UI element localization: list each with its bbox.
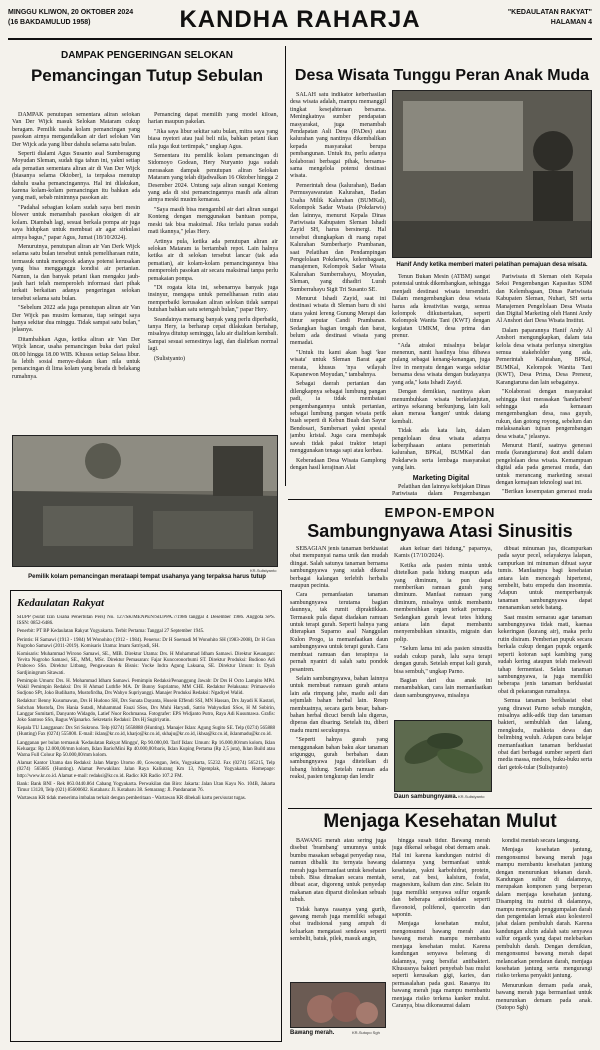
section-divider	[288, 499, 592, 500]
paragraph: "Saya masih bisa mengambil air dari aliran sungai Konteng dengan menggunakan bantuan pompa, meski tak bisa maksimal. Jika terlalu panas sudah mati ikannya," jelas Hery.	[148, 206, 278, 236]
paragraph: "Berikan kesempatan generasi muda	[502, 489, 592, 496]
paragraph: Seandainya memang banyak yang perlu diperbaiki, tanya Hery, ia berharap cepat dilakukan bertahap, misalnya ditutup seminggu, lalu air dialirkan kembali. Sampai sesuai semestinya lagi, dan dialirkan normal lagi.	[148, 316, 278, 353]
paragraph: Saat musim semarau agar tanaman sambungnyawa tidak mati, kaenaa kekeringan (kurang air), maka perlu rutin disiram. Pemberian pupuk secara berkala cukup dengan pupuk organik seperti kotoran sapi kambing yang sudah kering ataupun telah melewati tahap fermentasi. Selain tanaman sambungnyawa, ia juga memiliki beberapa jenis tanaman berkhasiat obat di pekarangan rumahnya.	[498, 614, 592, 695]
paragraph: Cara pemanfaatan tanaman sambungnyawa terutama bagian daunnya, tak rumit dipraktikkan. Termasuk pula dapat diadakan ramuan untuk terapi gurah. Seperti halnya yang diterapkan Suparno asal Nanggulan Kulon Progo, ia memanfaatkan daun sambungnyawa untuk terapi gurah. Cara membuat ramuan dan terapinya ia pernah nyantri di salah satu pondok pesantren.	[290, 592, 388, 673]
paragraph: Selain sambungnyawa, bahan lainnya untuk membuat ramuan gurah antara lain ada rimpang jahe, madu asli dan sejumlah bahan herbal lain. Resep membuatnya, secara garis besar, bahan-bahan herbal dicuci bersih lalu digerus, diperas dan disaring. Setelah itu, diberi madu murni secukupnya.	[290, 675, 388, 734]
paragraph: dibuat minuman jus, dicampurkan pada sayur pecel, selayaknya lalapan, campurkan ini minuman dibuat sayur tumis. Manfaatnya bagi kesehatan antara lain mencegah hipertensi, sembelit, batu empedu dan insomnia. Adapun untuk memperbanyak tanaman sambungnyawa dapat menanamkan setek batang.	[498, 546, 592, 612]
paragraph: "Sebelum 2022 ada juga penutupan aliran air Van Der Wijck pas musim kemarau, tiap seingat saya hanya sekitar dua minggu. Tidak sampai satu bulan," jelasnya.	[12, 305, 140, 334]
paragraph: Bank: Bank BNI - Rek 863.0440.864 Cabang Yogyakarta. Perwakilan dan Biro: Jakarta: Jalan Utan Kayu No. 104B, Jakarta Timur 13120, Telp (021) 85600602. Kotabaru: Jl. Kotabaru 38. Semarang: Jl. Pandanaran 76.	[17, 781, 275, 794]
paragraph: Keberadaan Desa Wisata Gamplong dengan hasil kerajinan Alat	[290, 457, 386, 471]
paragraph: Penerbit: PT BP Kedaulatan Rakyat Yogyakarta. Terbit Pertama: Tanggal 27 September 1945.	[17, 629, 205, 635]
photo-credit: KR-Sulistyanto	[250, 568, 277, 573]
article-bawang-column-1	[290, 838, 386, 980]
impressum-text	[17, 615, 275, 1041]
photo-caption: Pemilik kolam pemancingan merataapi tempat usahanya yang terpaksa harus tutup	[28, 574, 266, 580]
paragraph: Ditambahkan Agus, ketika aliran air Van Der Wijck lancar, usaha pemancingan buka dari pukul 08.00 hingga 18.00 WIB. Khusus setiap Selasa libur. Ia lebih sosial menye-diakan ikan nila untuk pemancingan di lima kolam yang berada di belakang rumahnya.	[12, 336, 140, 380]
paragraph: DAMPAK penutupan sementara aliran selokan Van Der Wijck masuk Selokan Mataram cukup beragam. Pemilik usaha kolam pemancingan yang pasokan airnya mengandalkan air dari selokan Van Der Wijck ada yang libur dahulu selama satu bulan.	[12, 112, 140, 148]
paragraph: Menurunkan demam pada anak, bawang merah juga bermanfaat untuk menurunkan demam pada anak. (Sutopo Sgh)	[496, 982, 592, 1011]
photo-credit: KR-Sutopo Sgh	[352, 1030, 380, 1035]
article-desa-wisata-headline: Desa Wisata Tunggu Peran Anak Muda	[294, 67, 590, 84]
paragraph: Menurut Hanif, saatnya generasi muda (karangtaruna) ikut andil dalam pengelolaan desa wisata. Kemampuan digital ada pada generasi muda, dan untuk merancang marketing sesuai dengan kemajuan teknologi saat ini.	[496, 442, 592, 486]
issue-date: MINGGU KLIWON, 20 OKTOBER 2024	[8, 9, 134, 16]
paragraph: SALAH satu indikator keberhasilan desa wisata adalah, mampu memanggil tingkat kesejahteraan bersama. Meningkatnya sumber pendapatan masyarakat, juga menambah Pendapatan Asli Desa (PADes) atau kalurahan yang nantinya dikembalikan kepada masyarakat berupa pembangunan. Untuk itu, perlu adanya kolaborasi berbagai pihak, bersama-sama mengelola potensi destinasi wisata.	[290, 92, 386, 180]
paragraph: "Ada atraksi misalnya belajar menenun, nanti hasilnya bisa dibawa pulang sebagai kenang-kenangan, juga live in menyatu dengan warga sekitar bersama desa wisata dengan budayanya yang ada," kata Ishadi Zayid.	[392, 342, 490, 386]
article-headline: Pemancingan Tutup Sebulan	[30, 66, 264, 85]
article-desa-wisata-column-2	[392, 274, 490, 496]
paragraph: Langganan per bulan termasuk 'Kedaulatan Rakyat Minggu', Rp 90.000,00. Tarif Iklan: Umum: Rp 16.000,00/mm kolom, Iklan Keluarga: Rp 12.000,00/mm kolom, Iklan Baris/Mini Rp 40.000,00/baris, Iklan Kuping Pertama (Rp 2,5 juta), Iklan Build atau Warna Full Colour Rp 50.000,00/mm kolom.	[17, 740, 275, 759]
article-bawang-column-3	[496, 838, 592, 1038]
paragraph: Sementara itu pemilik kolam pemancingan di Sidomoyo Godean, Hery Nuryanto juga sudah merasakan dampak penutupan aliran Selokan Mataram yang telah dijadwalkan 16 Oktober hingga 2 Desember 2024. Untung saja aliran sungai Konteng yang ada di sisi pemancingannya masih ada aliran airnya meski musim kemarau.	[148, 153, 278, 204]
article-sambungnyawa-kicker: EMPON-EMPON	[384, 505, 496, 520]
article-sambungnyawa-column-3	[498, 546, 592, 806]
masthead	[8, 4, 592, 40]
paragraph: Sebagai daerah pertanian dan dilengkapnya sebagai lumbung pangan padi, ia tidak membatasi pengembangannya untuk pertanian, sebagai lumbung pangan wisata petik buah seperti di Kebun Buah dan Sayur Bendosari, Sumbersari yakni spesial jambu kristal. Juga cara membajak sawah tidak pakai traktor tetapi menggunakan tenaga sapi atau kerbau.	[290, 381, 386, 455]
paragraph: Artinya pula, ketika ada penutupan aliran air selokan Mataram ia bertambah repot. Lain halnya ketika air di selokan tersebut lancar (tak ada pematian), air kolam-kolam pemancingannya bisa memperoleh pasokan air secara maksimal tanpa perlu pemakaian pompa.	[148, 238, 278, 282]
photo-caption: Bawang merah.	[290, 1030, 335, 1036]
training-session-illustration	[393, 91, 592, 258]
paragraph: "Di rogata kita ini, sebenarnya banyak juga insinyur, mengapa untuk pemeliharaan rutin atau memperbaiki kerusakan aliran selokan tidak sampai butuhan bahkan satu setengah bulan," papar Hery.	[148, 284, 278, 314]
article-desa-wisata-column-1	[290, 92, 386, 496]
paragraph: hingga susah tidur. Bawang merah juga dikenal sebagai obat demam anak. Hal ini karena kandungan nutrisi di dalamnya yang bermanfaat untuk kesehatan, yakni karbohidrat, protein, serat, zat besi, kalsium, fosfat, magnesium, kalium dan zinc. Selain itu juga memiliki senyawa sulfur organik dan beberapa antioksidan seperti flavonoid, polifenol, quercetin dan saponin.	[392, 838, 490, 919]
paragraph: Pemerintah desa (kalurahan), Badan Permusyawaratan Kalurahan, Badan Usaha Milik Kalurahan (BUMKal), Kelompok Sadar Wisata (Pokdarwis) dan lainnya, menurut Kepala Dinas Pariwisata Kabupaten Sleman Ishadi Zayid SH, harus bersinergi. Hal tersebut diungkapkan di ruang rapat Kalurahan Sumberharjo Prambanan, saat Pelatihan dan Pendampingan Pengelolaan Pokdarwis, kelembagaan, manajemen, Kelompok Sadar Wisata Kalurahan Sumberrahayu, Moyudan, Sleman, yang dihadiri Lurah Sumberrahayu Sigit Tri Susanto SE.	[290, 182, 386, 293]
paragraph: Pemimpin Umum: Drs. H. Mohammad Idham Samawi. Pemimpin Redaksi/Penanggung Jawab: Dr Drs H Octo Lampito MPd. Wakil Pemimpin Redaksi: Drs H Ahmad Luthfie MA. Dr Bunny Supriatmo, MM CHE. Redaktur Pelaksana: Primaswolo Sudjono SPt, Joko Budiharto, Mustofirdha, Drs Wahyo Supriyanggi. Manajer Produksi Redaksi: Ngadiyel Walid.	[17, 678, 275, 697]
paragraph: Seperti dialami Agus Susanto asal Sumberagung Moyudan Sleman, sudah tiga tahun ini, yakni setiap ada pematian sementara aliran air di Van Der Wijck (biasanya selama Oktober), ia terpaksa menutup dahulu usaha pemancingannya. Hal ini dilakukan, karena kolam-kolam pemancingan itu bahkan ada yang mati, sebab minimnya pasokan air.	[12, 151, 140, 202]
paragraph: Ketika ada pasien minta untuk ditetelkan pada hidung maupun ada yang diminum, ia pun dapat memberikan ramuan gurah yang diminum. Manfaat ramuan yang diminum, misalnya untuk membantu membersihkan organ terkait pernapu. Sedangkan gurah lewat tetes hidung antara lain dapat membantu menyembuhkan sinusitis, migrain dan polip.	[394, 562, 492, 643]
javanese-date: (16 BAKDAMULUD 1958)	[8, 19, 91, 26]
paragraph: "Padahal sebagian kolam sudah saya beri mesin blower untuk menambah pasokan oksigen di air kolam. Diambah lagi, sesuai berkala pompa air juga saya hidupkan untuk membuat air agar sirkulasi airnya bagus," papar Agus, Jumat (18/10/2024).	[12, 204, 140, 241]
shallot-photo	[290, 982, 386, 1028]
sambungnyawa-leaves-photo	[394, 720, 492, 792]
paragraph: (Sulistyanto)	[154, 355, 185, 362]
impressum-logo: Kedaulatan Rakyat	[17, 597, 105, 609]
impressum-box	[10, 590, 282, 1042]
paragraph: Semua tanaman berkhasiat obat yang dirawat Parno sebab mungkin, misalnya adik-adik tiup dan tanaman bakteri, sembuhlah dan lalang, mengkudu, mahkota dewa dan belimbing wuluh. Adapun cara belajar memanfaatkan tanaman berkhasiat obat dari berbagai sumber seperti dari media massa, medsos, buku-buku serta dari getok-tular (Sulistyanto)	[498, 698, 592, 771]
paragraph: Tenun Bukan Mesin (ATBM) sangat potensial untuk dikembangkan, sehingga menjadi destinasi wisata tersendiri. Dalam mengembangkan desa wisata harus ada kreativitas warga, semua kelompok diikutsertakan, seperti Kelompok Wanita Tani (KWT) dengan kegiatan UMKM, desa prima dan prenur.	[392, 274, 490, 340]
masthead-page-block	[508, 8, 592, 28]
article-sambungnyawa-column-1	[290, 546, 388, 806]
paragraph: "Jika saya libur sekitar satu bulan, mitra saya yang biasa nyetori atau jual beli nila, bahkan petani ikan nila juga ikut tertimpak," ungkap Agus.	[148, 128, 278, 150]
paragraph: "Untuk itu kami akan bagi 'kue wisata' untuk Sleman Barat agar merata, khusus 'nya wilayah Kapanewon Moyudan," tambahnya.	[290, 349, 386, 379]
paragraph: "Seperti halnya gurah yang menggunakan bahan baku akar tanaman srigunggu, gurah berbahan daun sambungnyawa juga ditetelkan di lubang hidung. Setelah ramuan ada reaksi, pasien tengkurap dan lendir	[290, 737, 388, 781]
paragraph: SEBAGIAN jenis tanaman berkhasiat obat mempunyai nama unik dan mudah diingat. Salah satunya tanaman bernama sambungnyawa yang sudah dikenal berbagai kalangan terlebih herbalis maupun pecinta.	[290, 546, 388, 590]
article-sambungnyawa-headline: Sambungnyawa Atasi Sinusitis	[307, 521, 573, 541]
paragraph: kondisi mentah secara langsung.	[502, 838, 580, 844]
photo-credit: KR-Sulistyanto	[458, 794, 485, 799]
page-number: HALAMAN 4	[550, 19, 592, 26]
paragraph: Alamat Kantor Utama dan Redaksi: Jalan Margo Utomo 40, Gowongan, Jetis, Yogyakarta, 55232. Fax (0274) 565215, Telp (0274) 565685 (Hunting). Alamat Perwakilan: Jalan Raya Kaliurang Km 13, Ngemplak, Yogyakarta. Homepage: http://www.kr.co.id. Alamat e-mail: redaksi@kr.co.id. Radio: KR Radio 107.2 FM.	[17, 761, 275, 779]
paragraph: SIUPP (Surat Izin Usaha Penerbitan Pers) No. 127/SK/MENPEN/SIUPPA.7/1986 tanggal 4 Desember 1986. Anggota SPS. ISSN: 0852-6486.	[17, 615, 275, 627]
training-session-photo	[392, 90, 592, 258]
article-sambungnyawa-column-2	[394, 546, 492, 716]
paragraph: Perintis: H Samawi (1913 - 1984) M Wonohito (1912 - 1984). Penerus: Dr H Soemadi M Wonohito SH (1983-2008), Dr H Gun Nugroho Samawi (2011-2019). Komisaris Utama: Imam Satriyadi, SH.	[17, 637, 275, 649]
photo-caption: Hanif Andy ketika memberi materi pelatihan pemajuan desa wisata.	[396, 262, 588, 268]
article-pemancingan-header	[12, 46, 282, 106]
paragraph: Pelatihan dan lainnya kebijakan Dinas Pariwisata dalam Pengembangan	[392, 483, 490, 496]
paragraph: Komisaris: Muhammad Wirono Samawi, SE., MIB. Direktur Utama: Drs. H Mohammad Idham Samawi. Direktur Keuangan: Yevita Nugroho Samawi, SE., MM., MSc. Direktur Pemasaran: Fajar Kuncoronorbumi ST. Direktur Produksi: Budiono Adi Prabowo SSn. Direktur Litbang, Pengawasan & Bisnis: Yocke Indra Agung Laksana, SE. Direktur Umum: Ir. Dyah Sardjiningrum Sitawati.	[17, 652, 275, 676]
paragraph: Pemancing dapat memilih yang model kiloan, harian maupun pakelan.	[148, 112, 278, 126]
paragraph: Redaktur: Benny Kusumawan, Drs H Hudono SH, Drs Sunata Dayanta, Husein Effendi SSI, MN Hassan, Drs Jayadi K Kastari, Subchan Mustofa, Drs Hania Sutadi, Muhammad Fauzi SSos, Drs Muhi Haryadi, Satrio Wahyudiati SSos, H M Sobirin, Langgar Sumitarti, Danyanto Widagdo, Latief Nuor Rochmansa. Fotografer: EPS Widjanto Putro, Raya Adi Kusumawa. Grafis: Joko Santoso SSn, Bagus Wijanarko. Sekretaris Redaksi: Drs Hj Sugiriyatin.	[17, 699, 275, 724]
paragraph: Pariwisata di Sleman oleh Kepala Seksi Pengembangan Kapasitas SDM dan Kelembagaan, Dinas Pariwisata Kabupaten Sleman, Nuhari, SH serta Manajemen Pengelolaan Desa Wisata dan Digital Marketing oleh Hanni Andy Al Anshori dari Desa Wisata Institut.	[496, 274, 592, 325]
paragraph: Menjaga kesehatan jantung, mengonsumsi bawang merah juga mampu membantu kesehatan jantung dengan menurunkan tekanan darah. Kandungan sulfur di dalamnya, merupakan komponen yang berperan dalam menjaga kesehatan jantung. Disamping itu nutrisi di dalamnya, mampu mencegah penggumpalan darah dan pengentalan lemak atau kolesterol jahat dalam pembuluh darah. Karena kandungan alicin adalah satu senyawa sulfur organik yang dapat melebarkan pembuluh darah. Dengan demikian, mengonsumsi bawang merah dapat melancarkan peredaran darah, menjaga kesehatan jantung serta mengurangi risiko terkena penyakit jantung.	[496, 847, 592, 980]
section-divider	[288, 808, 592, 809]
paragraph: Tidak ada kata lain, dalam pengelolaan desa wisata adanya keberpihaaan antara pemerintah kalurahan, BPKal, BUMKal dan Pokdarwis serta lembaga masyarakat yang lain.	[392, 428, 490, 472]
article-pemancingan-column-1	[12, 112, 140, 430]
fishing-pond-photo	[12, 435, 278, 567]
article-bawang-column-2	[392, 838, 490, 1038]
shallot-illustration	[291, 983, 386, 1028]
paragraph: Dengan demikian, nantinya akan menumbuhkan wisata berkelanjutan, artinya sekarang berkunjung, lain kali akan merasa 'kangen' untuk datang kembali.	[392, 389, 490, 425]
paragraph: Menurutnya, penutupan aliran air Van Derk Wijck selama satu bulan tersebut untuk pemeliharaan rutin, termasuk untuk mengecek adanya potensi kerusakan yang bisa mengganggu kondisi air pertanian. Namun, ia dan banyak petani ikan mengaku jauh-jauh hari telah memperoleh informasi dari pihak terkait berkaitan adanya pengeringan selokan tersebut selama satu bulan.	[12, 243, 140, 302]
leaves-illustration	[395, 721, 492, 792]
newspaper-title: KANDHA RAHARJA	[179, 6, 421, 33]
paragraph: BAWANG merah atau sering juga disebut 'brambang' umumnya untuk bumbu masakan sebagai penyedap rasa, namun dibalik itu ternyata bawang merah juga bermanfaat untuk kesehatan tubuh. Bisa dimakan secara mentah, dibuat acar, digoreng untuk penyedap makanan atau diparut dioleskan sebuah tubuh.	[290, 838, 386, 904]
photo-caption: Daun sambungnyawa.	[394, 794, 458, 800]
paragraph: Tidak hanya rasanya yang gurih, gawang merah juga memiliki sebagai obat tradisional yang ampuh di keluarkan mengatasi sendawa seperti sembelit, batuk, pilek, masuk angin,	[290, 906, 386, 943]
article-bawang-headline: Menjaga Kesehatan Mulut	[323, 811, 557, 832]
paragraph: Menurut Ishadi Zayid, saat ini destinasi wisata di Sleman baru di sisi utara yakni lereng Gunung Merapi dan timur seputar Candi Prambanan. Sedangkan bagian tengah dan barat, belum ada destinasi wisata yang memadai.	[290, 295, 386, 347]
newspaper-slogan: "KEDAULATAN RAKYAT"	[507, 9, 592, 16]
paragraph: Kepala TU Langganan: Drs Sri Sukrono. Telp (0274) 5658888 (Hunting). Manajer Iklan: Agung Sugito SE. Telp (0274) 565888 (Hunting) Fax (0274) 555000. E-mail: iklan@kr.co.id, kharjo@kr.co.id, skhaju@kr.co.id, ikhsa@kr.co.id, iklanmadu@kr.co.id.	[17, 726, 275, 738]
paragraph: Bagian dari dua anak ini menambahkan, cara lain memanfaatkan daun sambungnyawa, misalnya	[394, 677, 492, 699]
paragraph: Menjaga kesehatan mulut, mengonsumsi bawang merah atau bawang merah mampu membantu menjaga kesehatan mulut. Karena kandungan senyawa belerang di dalamnya, yang bersifat antibakteri. Khususnya bakteri penyebab bau mulut seperti kerusakan gigi, karies, dan permasalahan pada gusi. Rasanya itu bawang merah juga mampu membantu menjaga risiko terkena kanker mulut. Caranya, bisa dikonsumsi dalam	[392, 921, 490, 1009]
paragraph: "Kolaborasi dengan masyarakat sehingga ikut merasakan 'handarbeni' sehingga ada kemauan mengembangkan desa, rasa guyub, rukun, dan gotong royong, sebelum dan melaksanakan tujuan pengembangan desa wisata," jelasnya.	[496, 389, 592, 440]
paragraph: Dalam paparannya Hanif Andy Al Anshori mengungkapkan, dalam tata kelola desa wisata perlunya sinergitas semua stakeholder yang ada. Pemerintah Kalurahan, BPKal, BUMKal, Kelompok Wanita Tani (KWT), Desa Prima, Desa Preneur, Karangtaruna dan lain sebagainya.	[496, 327, 592, 386]
column-divider	[285, 46, 286, 486]
paragraph: Wartawan KR tidak menerima imbalan terkait dengan pemberitaan - Wartawan KR dibekali kartu pers/surat tugas.	[17, 796, 246, 802]
paragraph: "Selum lama ini ada pasien sinusitis sudah cukup parah, lalu saya terapi dengan gurah. Setelah empat kali gurah, bisa sembuh," ungkap Parno.	[394, 646, 492, 675]
paragraph: akan keluar dari hidung," paparnya, Kamis (17/10/2024).	[394, 546, 492, 560]
article-desa-wisata-column-3	[496, 274, 592, 496]
article-pemancingan-column-2	[148, 112, 278, 430]
fishing-pond-illustration	[13, 436, 278, 567]
article-subhead: Marketing Digital	[412, 474, 470, 482]
article-kicker: DAMPAK PENGERINGAN SELOKAN	[60, 50, 234, 61]
